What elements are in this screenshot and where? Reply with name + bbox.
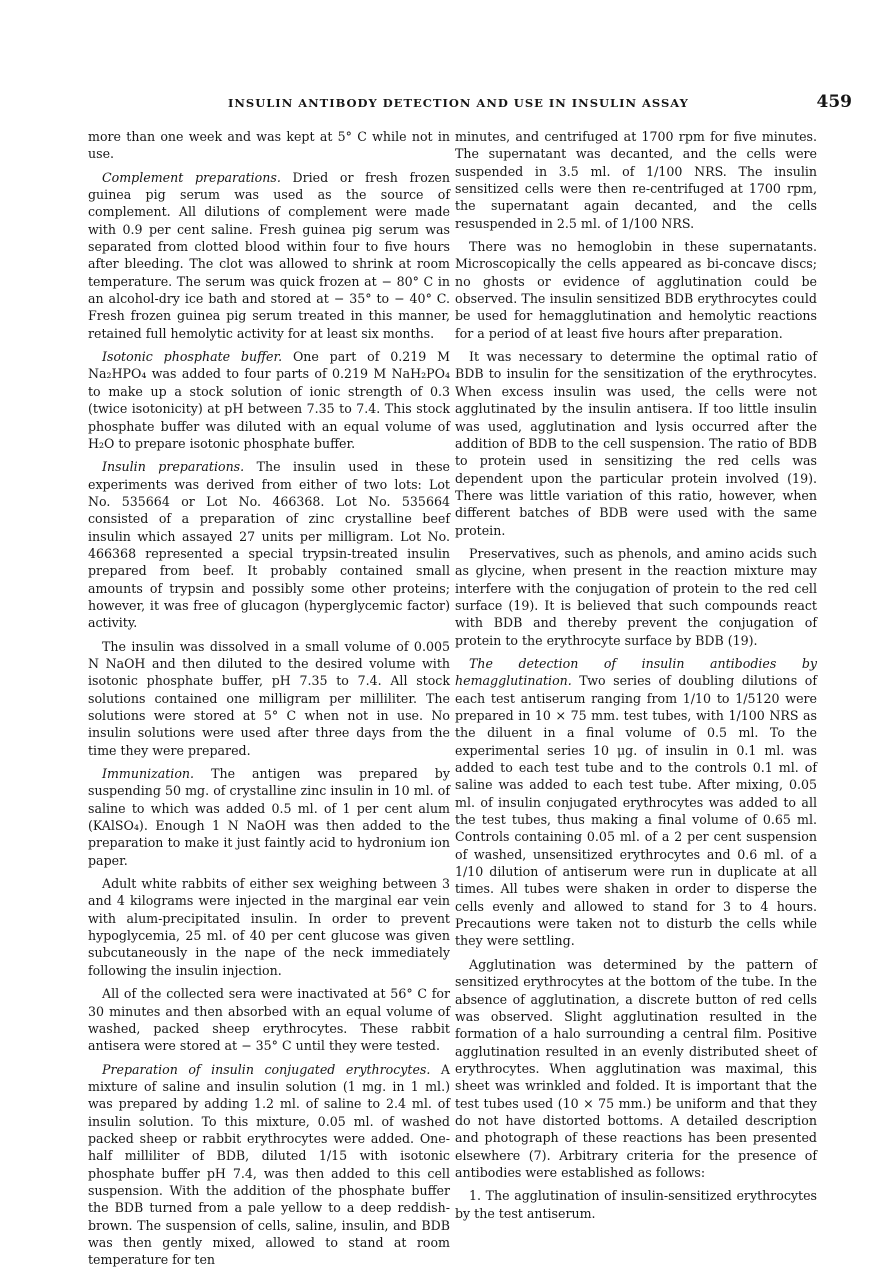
paragraph: minutes, and centrifuged at 1700 rpm for five minutes. The supernatant was decanted, and the cells were suspended in 3.5 ml. of 1/100 NRS. The insulin sensitized cells were then re-centrifuged at 1700 rpm, the supernatant again decanted, and the cells resuspended in 2.5 ml. of 1/100 NRS. (455, 129, 817, 231)
section-heading: Preparation of insulin conjugated erythrocytes. (102, 1061, 431, 1077)
paragraph: Adult white rabbits of either sex weighing between 3 and 4 kilograms were injected in the marginal ear vein with alum-precipitated insulin. In order to prevent hypoglycemia, 25 ml. of 40 per cent glucose was given subcutaneously in the nape of the neck immediately following the insulin injection. (88, 876, 450, 978)
paragraph: Agglutination was determined by the pattern of sensitized erythrocytes at the bottom of the tube. In the absence of agglutination, a discrete button of red cells was observed. Slight agglutination resulted in the formation of a halo surrounding a central film. Positive agglutination resulted in an evenly distributed sheet of erythrocytes. When agglutination was maximal, this sheet was wrinkled and folded. It is important that the test tubes used (10 × 75 mm.) be uniform and that they do not have distorted bottoms. A detailed description and photograph of these reactions has been presented elsewhere (7). Arbitrary criteria for the presence of antibodies were established as follows: (455, 956, 817, 1180)
section-heading: Complement preparations. (102, 169, 281, 185)
paragraph: The insulin was dissolved in a small volume of 0.005 N NaOH and then diluted to the desired volume with isotonic phosphate buffer, pH 7.35 to 7.4. All stock solutions contained one milligram per milliliter. The solutions were stored at 5° C when not in use. No insulin solutions were used after three days from the time they were prepared. (88, 638, 450, 758)
section-heading: Insulin preparations. (102, 459, 245, 475)
paragraph: There was no hemoglobin in these supernatants. Microscopically the cells appeared as bi-concave discs; no ghosts or evidence of agglutination could be observed. The insulin sensitized BDB erythrocytes could be used for hemagglutination and hemolytic reactions for a period of at least five hours after preparation. (455, 239, 817, 341)
running-header: INSULIN ANTIBODY DETECTION AND USE IN INSULIN ASSAY (228, 96, 689, 110)
page-number: 459 (816, 92, 852, 112)
right-column (455, 128, 817, 1228)
left-column (88, 128, 450, 1275)
paragraph: Complement preparations. Dried or fresh frozen guinea pig serum was used as the source of complement. All dilutions of complement were made with 0.9 per cent saline. Fresh guinea pig serum was separated from clotted blood within four to five hours after bleeding. The clot was allowed to shrink at room temperature. The serum was quick frozen at − 80° C in an alcohol-dry ice bath and stored at − 35° to − 40° C. Fresh frozen guinea pig serum treated in this manner, retained full hemolytic activity for at least six months. (88, 169, 450, 341)
paragraph: Insulin preparations. The insulin used in these experiments was derived from either of two lots: Lot No. 535664 or Lot No. 466368. Lot No. 535664 consisted of a preparation of zinc crystalline beef insulin which assayed 27 units per milligram. Lot No. 466368 represented a special trypsin-treated insulin prepared from beef. It probably contained small amounts of trypsin and possibly some other proteins; however, it was free of glucagon (hyperglycemic factor) activity. (88, 459, 450, 631)
paragraph: All of the collected sera were inactivated at 56° C for 30 minutes and then absorbed with an equal volume of washed, packed sheep erythrocytes. These rabbit antisera were stored at − 35° C until they were tested. (88, 986, 450, 1054)
paragraph: Preparation of insulin conjugated erythrocytes. A mixture of saline and insulin solution (1 mg. in 1 ml.) was prepared by adding 1.2 ml. of saline to 2.4 ml. of insulin solution. To this mixture, 0.05 ml. of washed packed sheep or rabbit erythrocytes were added. One-half milliliter of BDB, diluted 1/15 with isotonic phosphate buffer pH 7.4, was then added to this cell suspension. With the addition of the phosphate buffer the BDB turned from a pale yellow to a deep reddish-brown. The suspension of cells, saline, insulin, and BDB was then gently mixed, allowed to stand at room temperature for ten (88, 1061, 450, 1268)
paragraph: Isotonic phosphate buffer. One part of 0.219 M Na₂HPO₄ was added to four parts of 0.219 M NaH₂PO₄ to make up a stock solution of ionic strength of 0.3 (twice isotonicity) at pH between 7.35 to 7.4. This stock phosphate buffer was diluted with an equal volume of H₂O to prepare isotonic phosphate buffer. (88, 349, 450, 451)
section-heading: Immunization. (102, 766, 195, 782)
paragraph: Preservatives, such as phenols, and amino acids such as glycine, when present in the reaction mixture may interfere with the conjugation of protein to the red cell surface (19). It is believed that such compounds react with BDB and thereby prevent the conjugation of protein to the erythrocyte surface by BDB (19). (455, 545, 817, 648)
paragraph: Immunization. The antigen was prepared by suspending 50 mg. of crystalline zinc insulin in 10 ml. of saline to which was added 0.5 ml. of 1 per cent alum (KAlSO₄). Enough 1 N NaOH was then added to the preparation to make it just faintly acid to hydronium ion paper. (88, 766, 450, 868)
paragraph: more than one week and was kept at 5° C while not in use. (88, 129, 450, 162)
section-heading: The detection of insulin antibodies by hemagglutination. (455, 655, 817, 689)
paragraph: The detection of insulin antibodies by hemagglutination. Two series of doubling dilutions of each test antiserum ranging from 1/10 to 1/5120 were prepared in 10 × 75 mm. test tubes, with 1/100 NRS as the diluent in a final volume of 0.5 ml. To the experimental series 10 μg. of insulin in 0.1 ml. was added to each test tube and to the controls 0.1 ml. of saline was added to each test tube. After mixing, 0.05 ml. of insulin conjugated erythrocytes was added to all the test tubes, thus making a final volume of 0.65 ml. Controls containing 0.05 ml. of a 2 per cent suspension of washed, unsensitized erythrocytes and 0.6 ml. of a 1/10 dilution of antiserum were run in duplicate at all times. All tubes were shaken in order to disperse the cells evenly and allowed to stand for 3 to 4 hours. Precautions were taken not to disturb the cells while they were settling. (455, 655, 817, 949)
paragraph: 1. The agglutination of insulin-sensitized erythrocytes by the test antiserum. (455, 1188, 817, 1221)
paragraph: It was necessary to determine the optimal ratio of BDB to insulin for the sensitization of the erythrocytes. When excess insulin was used, the cells were not agglutinated by the insulin antisera. If too little insulin was used, agglutination and lysis occurred after the addition of BDB to the cell suspension. The ratio of BDB to protein used in sensitizing the red cells was dependent upon the particular protein involved (19). There was little variation of this ratio, however, when different batches of BDB were used with the same protein. (455, 349, 817, 538)
section-heading: Isotonic phosphate buffer. (102, 349, 283, 365)
